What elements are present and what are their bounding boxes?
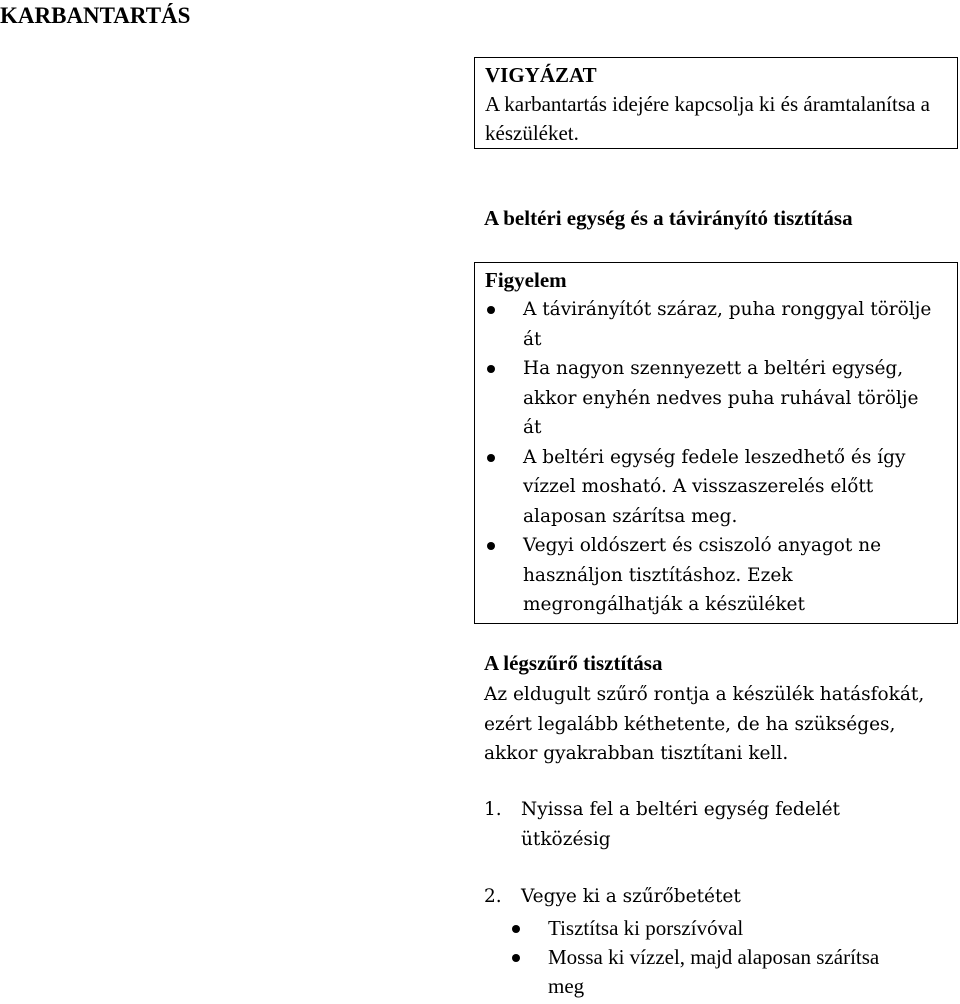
list-item-text: A távirányítót száraz, puha ronggyal törölje át bbox=[523, 299, 932, 350]
step2-sublist bbox=[510, 914, 950, 1001]
list-item-text: Ha nagyon szennyezett a beltéri egység, akkor enyhén nedves puha ruhával törölje át bbox=[523, 358, 919, 438]
attention-title: Figyelem bbox=[485, 268, 567, 292]
step-number: 1. bbox=[484, 799, 502, 820]
list-item-text: Vegyi oldószert és csiszoló anyagot ne használjon tisztításhoz. Ezek megrongálhatják a készüléket bbox=[523, 535, 882, 615]
step-text: Vegye ki a szűrőbetétet bbox=[521, 886, 741, 907]
list-item-text: Mossa ki vízzel, majd alaposan szárítsa meg bbox=[548, 945, 880, 998]
bullet-icon bbox=[487, 306, 495, 314]
bullet-icon bbox=[487, 542, 495, 550]
list-item bbox=[485, 354, 935, 443]
step-text: Nyissa fel a beltéri egység fedelét ütközésig bbox=[521, 799, 840, 850]
warning-title: VIGYÁZAT bbox=[485, 63, 597, 87]
page-heading: KARBANTARTÁS bbox=[0, 3, 191, 28]
step-number: 2. bbox=[484, 886, 502, 907]
list-item bbox=[485, 295, 935, 354]
bullet-icon bbox=[512, 925, 520, 933]
bullet-icon bbox=[487, 454, 495, 462]
filter-section-title: A légszűrő tisztítása bbox=[484, 651, 663, 675]
step-item bbox=[484, 795, 954, 854]
step-item bbox=[484, 882, 954, 912]
warning-body: A karbantartás idejére kapcsolja ki és áramtalanítsa a készüléket. bbox=[485, 92, 930, 145]
bullet-icon bbox=[487, 365, 495, 373]
warning-box bbox=[474, 57, 958, 149]
list-item-text: Tisztítsa ki porszívóval bbox=[548, 916, 744, 940]
attention-list bbox=[485, 295, 957, 620]
cleaning-section-title: A beltéri egység és a távirányító tisztítása bbox=[484, 206, 853, 230]
filter-description: Az eldugult szűrő rontja a készülék hatásfokát, ezért legalább kéthetente, de ha szükséges, akkor gyakrabban tisztítani kell. bbox=[484, 684, 925, 764]
list-item bbox=[510, 914, 908, 943]
attention-box bbox=[474, 262, 958, 624]
list-item bbox=[485, 531, 935, 620]
list-item bbox=[510, 943, 908, 1001]
list-item-text: A beltéri egység fedele leszedhető és így vízzel mosható. A visszaszerelés előtt alaposan szárítsa meg. bbox=[523, 446, 906, 527]
bullet-icon bbox=[512, 954, 520, 962]
list-item bbox=[485, 443, 935, 532]
